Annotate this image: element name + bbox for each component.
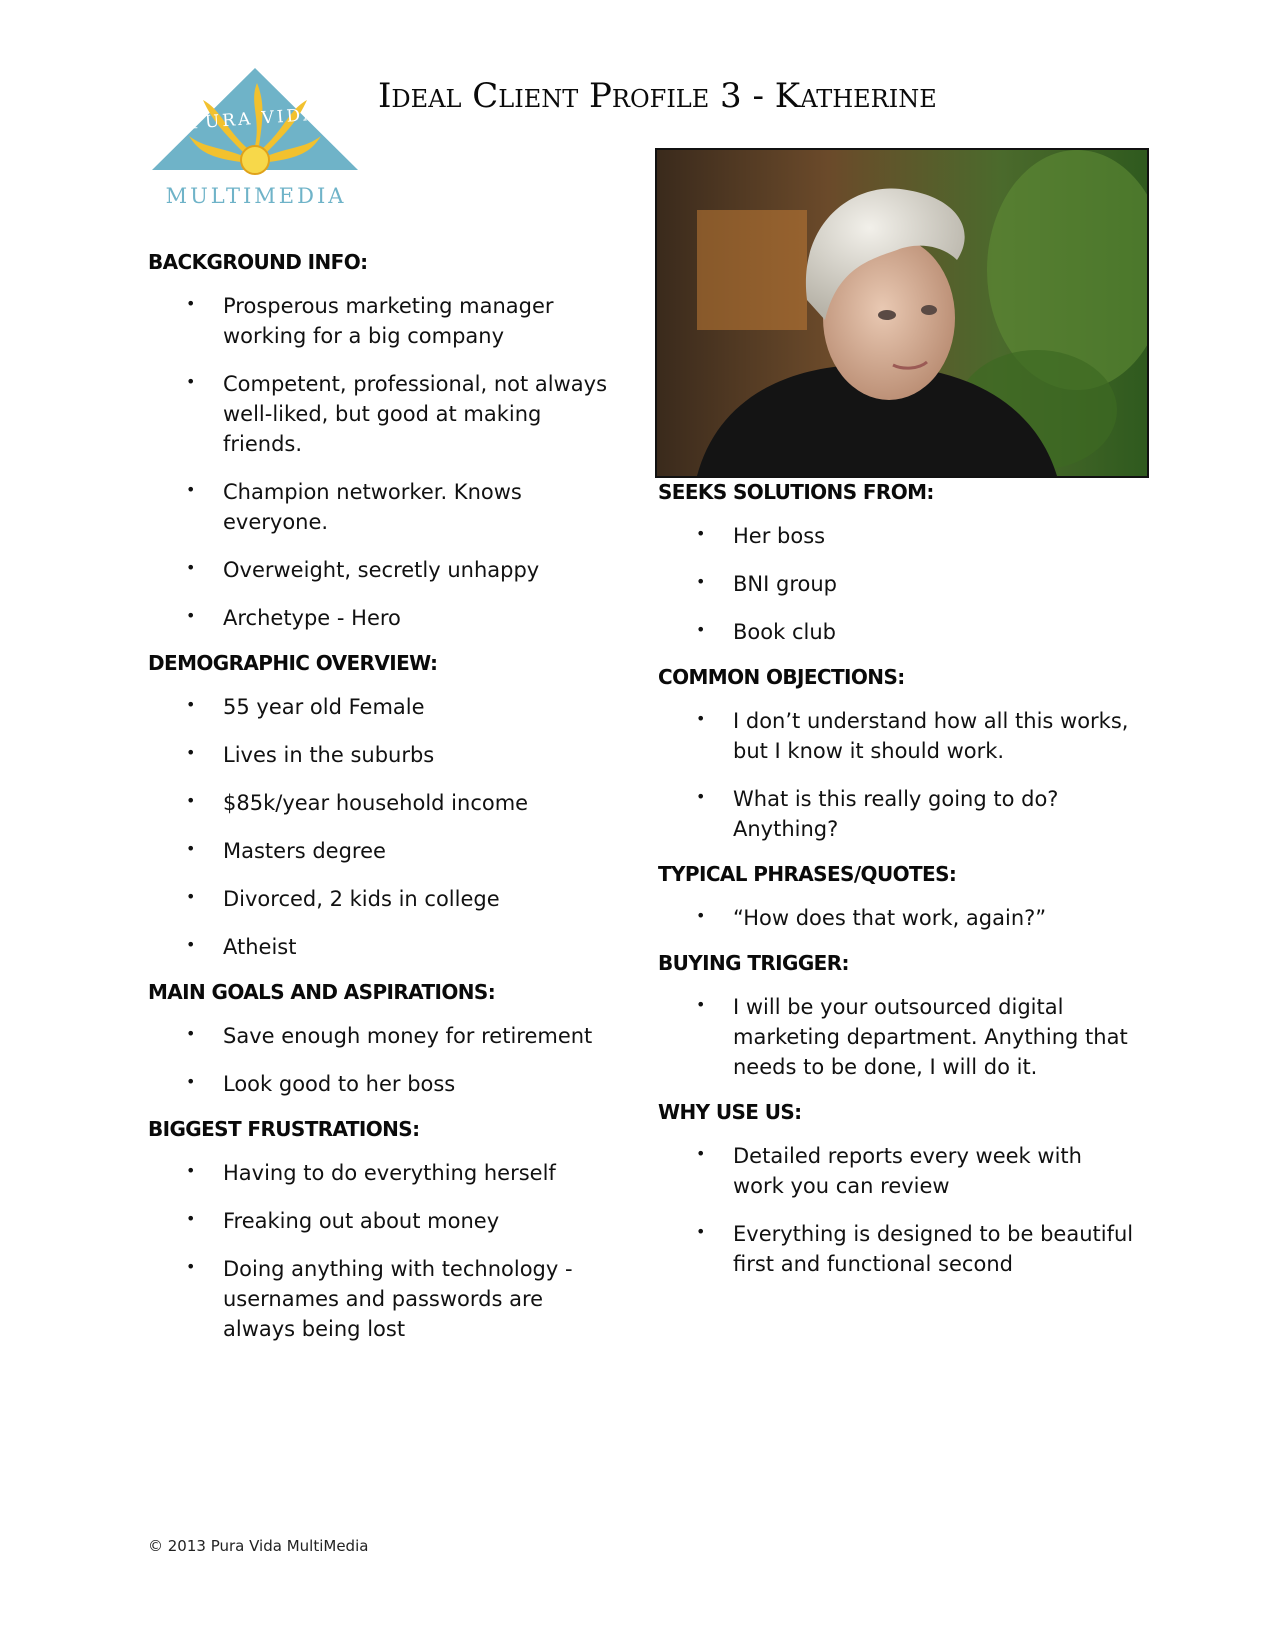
item-text: Look good to her boss — [223, 1072, 456, 1096]
bullet-icon: • — [186, 1257, 196, 1276]
section-heading: WHY USE US: — [658, 1100, 802, 1124]
bullet-icon: • — [186, 695, 196, 714]
bullet-icon: • — [186, 1161, 196, 1180]
item-text: Atheist — [223, 935, 297, 959]
section-typical-phrases — [658, 862, 1138, 933]
item-text: Save enough money for retirement — [223, 1024, 593, 1048]
item-text: Overweight, secretly unhappy — [223, 558, 540, 582]
list-item — [148, 369, 618, 459]
logo-wordmark: MULTIMEDIA — [165, 184, 347, 208]
bullet-icon: • — [186, 839, 196, 858]
item-text: Archetype - Hero — [223, 606, 401, 630]
list-item — [658, 1219, 1138, 1279]
item-text: Doing anything with technology - usernames and passwords are always being lost — [223, 1257, 573, 1341]
bullet-list — [658, 1141, 1138, 1279]
bullet-icon: • — [186, 887, 196, 906]
bullet-icon: • — [186, 1024, 196, 1043]
item-text: Having to do everything herself — [223, 1161, 556, 1185]
list-item — [148, 1069, 618, 1099]
list-item — [148, 477, 618, 537]
profile-photo — [655, 148, 1149, 478]
bullet-list — [148, 1158, 618, 1344]
bullet-icon: • — [186, 743, 196, 762]
list-item — [148, 291, 618, 351]
bullet-icon: • — [186, 935, 196, 954]
bullet-icon: • — [186, 480, 196, 499]
section-why-use-us — [658, 1100, 1138, 1279]
left-column — [148, 250, 618, 1362]
section-goals — [148, 980, 618, 1099]
bullet-list — [658, 706, 1138, 844]
bullet-icon: • — [696, 1144, 706, 1163]
list-item — [658, 521, 1138, 551]
item-text: Divorced, 2 kids in college — [223, 887, 500, 911]
item-text: I will be your outsourced digital marketing department. Anything that needs to be done, I will do it. — [733, 995, 1128, 1079]
bullet-icon: • — [696, 906, 706, 925]
logo-arc-text: PURA VIDA — [190, 104, 320, 134]
bullet-icon: • — [186, 606, 196, 625]
list-item — [148, 1206, 618, 1236]
section-buying-trigger — [658, 951, 1138, 1082]
list-item — [658, 617, 1138, 647]
bullet-icon: • — [696, 787, 706, 806]
item-text: Freaking out about money — [223, 1209, 500, 1233]
item-text: Masters degree — [223, 839, 386, 863]
bullet-list — [148, 692, 618, 962]
right-column — [658, 480, 1138, 1297]
section-frustrations — [148, 1117, 618, 1344]
section-heading: BACKGROUND INFO: — [148, 250, 368, 274]
list-item — [148, 884, 618, 914]
list-item — [148, 1021, 618, 1051]
item-text: I don’t understand how all this works, but I know it should work. — [733, 709, 1129, 763]
item-text: Her boss — [733, 524, 826, 548]
item-text: “How does that work, again?” — [733, 906, 1047, 930]
section-background-info — [148, 250, 618, 633]
bullet-list — [148, 291, 618, 633]
page-title: Ideal Client Profile 3 - Katherine — [378, 76, 937, 116]
section-heading: BIGGEST FRUSTRATIONS: — [148, 1117, 420, 1141]
bullet-list — [658, 521, 1138, 647]
list-item — [148, 740, 618, 770]
item-text: Lives in the suburbs — [223, 743, 435, 767]
list-item — [658, 992, 1138, 1082]
list-item — [148, 788, 618, 818]
copyright-footer: © 2013 Pura Vida MultiMedia — [148, 1537, 369, 1555]
item-text: BNI group — [733, 572, 837, 596]
list-item — [658, 903, 1138, 933]
section-heading: SEEKS SOLUTIONS FROM: — [658, 480, 934, 504]
bullet-icon: • — [186, 1209, 196, 1228]
list-item — [658, 569, 1138, 599]
list-item — [148, 1254, 618, 1344]
item-text: $85k/year household income — [223, 791, 529, 815]
section-heading: MAIN GOALS AND ASPIRATIONS: — [148, 980, 496, 1004]
bullet-icon: • — [696, 620, 706, 639]
bullet-icon: • — [696, 1222, 706, 1241]
bullet-icon: • — [186, 294, 196, 313]
section-demographic-overview — [148, 651, 618, 962]
list-item — [148, 932, 618, 962]
item-text: Champion networker. Knows everyone. — [223, 480, 522, 534]
section-common-objections — [658, 665, 1138, 844]
item-text: Competent, professional, not always well-liked, but good at making friends. — [223, 372, 608, 456]
bullet-icon: • — [186, 791, 196, 810]
list-item — [148, 603, 618, 633]
list-item — [148, 836, 618, 866]
bullet-icon: • — [696, 709, 706, 728]
section-heading: COMMON OBJECTIONS: — [658, 665, 905, 689]
item-text: Prosperous marketing manager working for a big company — [223, 294, 554, 348]
section-heading: DEMOGRAPHIC OVERVIEW: — [148, 651, 438, 675]
section-seeks-solutions — [658, 480, 1138, 647]
list-item — [658, 706, 1138, 766]
bullet-list — [658, 903, 1138, 933]
bullet-list — [658, 992, 1138, 1082]
section-heading: BUYING TRIGGER: — [658, 951, 849, 975]
item-text: Book club — [733, 620, 836, 644]
list-item — [148, 1158, 618, 1188]
section-heading: TYPICAL PHRASES/QUOTES: — [658, 862, 957, 886]
list-item — [148, 555, 618, 585]
bullet-list — [148, 1021, 618, 1099]
item-text: 55 year old Female — [223, 695, 425, 719]
item-text: What is this really going to do? Anything? — [733, 787, 1059, 841]
bullet-icon: • — [696, 524, 706, 543]
bullet-icon: • — [186, 558, 196, 577]
list-item — [148, 692, 618, 722]
bullet-icon: • — [186, 1072, 196, 1091]
item-text: Detailed reports every week with work you can review — [733, 1144, 1082, 1198]
bullet-icon: • — [696, 995, 706, 1014]
bullet-icon: • — [696, 572, 706, 591]
item-text: Everything is designed to be beautiful first and functional second — [733, 1222, 1134, 1276]
bullet-icon: • — [186, 372, 196, 391]
list-item — [658, 1141, 1138, 1201]
list-item — [658, 784, 1138, 844]
